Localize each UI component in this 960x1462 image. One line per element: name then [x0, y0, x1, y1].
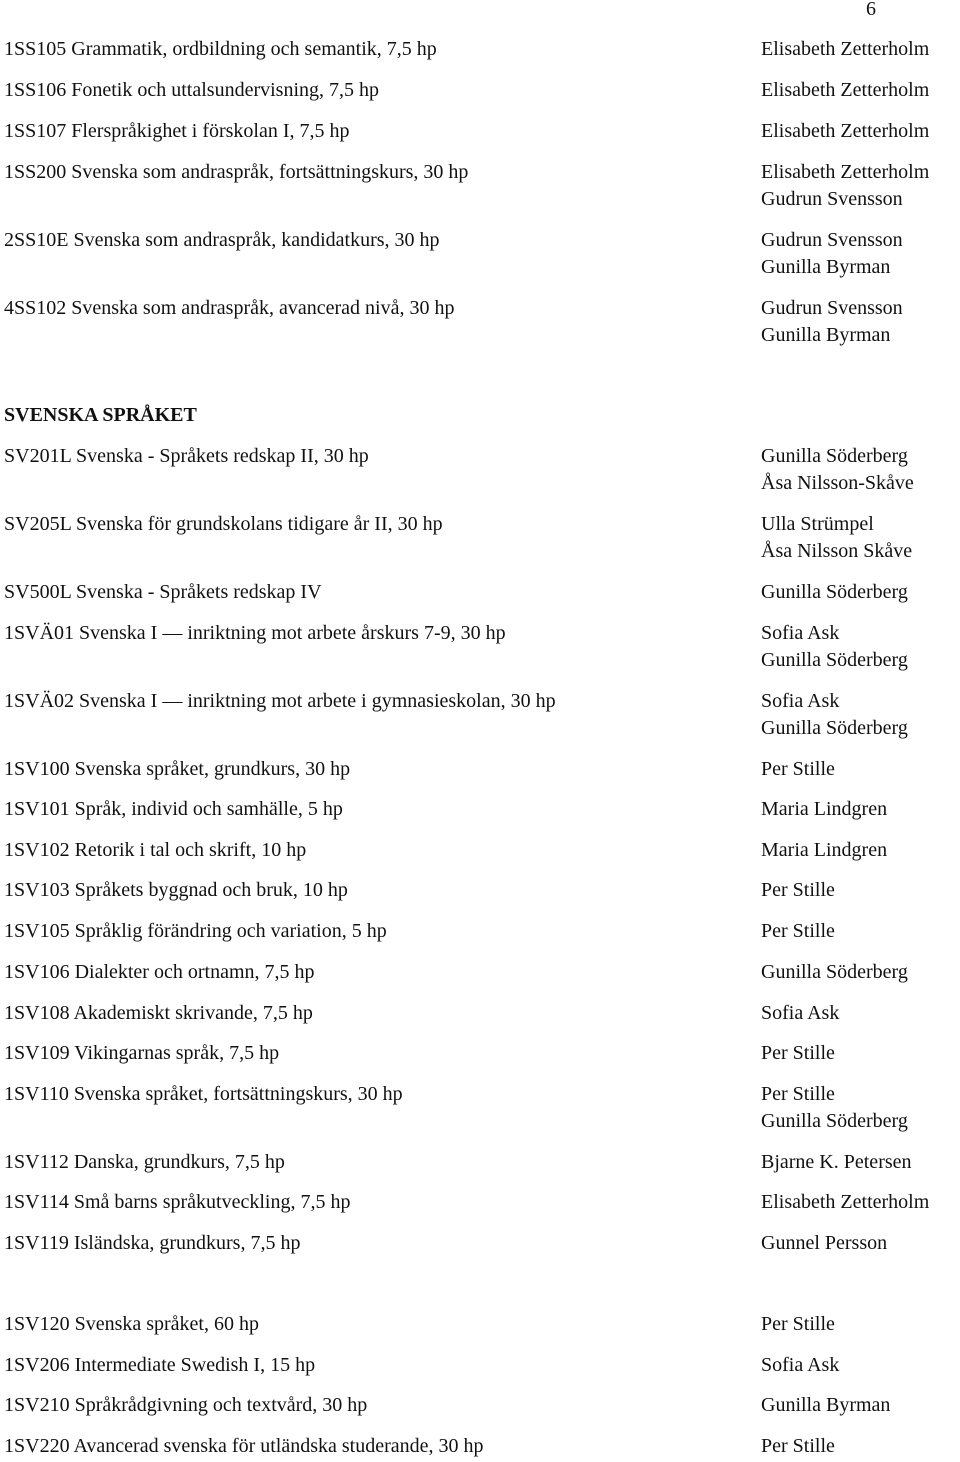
teacher-list: [761, 1352, 839, 1379]
teacher-name: Gunilla Byrman: [761, 1394, 891, 1416]
course-title: 1SV120 Svenska språket, 60 hp: [4, 1313, 259, 1335]
course-title: 1SS105 Grammatik, ordbildning och semantik, 7,5 hp: [4, 38, 437, 60]
teacher-name: Gunilla Söderberg: [761, 1110, 908, 1132]
teacher-name: Gunilla Byrman: [761, 256, 891, 278]
teacher-list: [761, 688, 908, 742]
teacher-name: Elisabeth Zetterholm: [761, 1191, 930, 1213]
course-title: 1SV109 Vikingarnas språk, 7,5 hp: [4, 1042, 280, 1064]
course-title: 1SVÄ01 Svenska I — inriktning mot arbete årskurs 7-9, 30 hp: [4, 622, 506, 644]
course-title: SV500L Svenska - Språkets redskap IV: [4, 581, 322, 603]
teacher-name: Elisabeth Zetterholm: [761, 161, 930, 183]
course-title: 1SV112 Danska, grundkurs, 7,5 hp: [4, 1151, 285, 1173]
course-title: SV201L Svenska - Språkets redskap II, 30 hp: [4, 445, 369, 467]
teacher-name: Per Stille: [761, 758, 835, 780]
teacher-name: Gudrun Svensson: [761, 188, 903, 210]
teacher-list: [761, 959, 908, 986]
teacher-list: [761, 77, 929, 104]
course-title: 1SV114 Små barns språkutveckling, 7,5 hp: [4, 1191, 351, 1213]
teacher-name: Sofia Ask: [761, 1002, 840, 1024]
teacher-name: Per Stille: [761, 920, 835, 942]
teacher-list: [761, 1311, 835, 1338]
teacher-list: [761, 511, 912, 565]
teacher-name: Gunilla Söderberg: [761, 717, 908, 739]
course-title: 1SV108 Akademiskt skrivande, 7,5 hp: [4, 1002, 313, 1024]
teacher-name: Sofia Ask: [761, 1354, 840, 1376]
teacher-list: [761, 36, 929, 63]
course-title: 1SV100 Svenska språket, grundkurs, 30 hp: [4, 758, 351, 780]
teacher-name: Gunilla Söderberg: [761, 649, 908, 671]
teacher-list: [761, 877, 835, 904]
teacher-list: [761, 1433, 835, 1460]
teacher-name: Sofia Ask: [761, 690, 840, 712]
course-title: 2SS10E Svenska som andraspråk, kandidatkurs, 30 hp: [4, 229, 440, 251]
course-title: 1SS200 Svenska som andraspråk, fortsättningskurs, 30 hp: [4, 161, 469, 183]
course-title: 1SV220 Avancerad svenska för utländska studerande, 30 hp: [4, 1435, 484, 1457]
teacher-name: Maria Lindgren: [761, 839, 888, 861]
teacher-list: [761, 837, 887, 864]
course-title: 1SV206 Intermediate Swedish I, 15 hp: [4, 1354, 316, 1376]
course-title: 1SV103 Språkets byggnad och bruk, 10 hp: [4, 879, 348, 901]
teacher-name: Gunilla Söderberg: [761, 445, 908, 467]
course-title: 1SV101 Språk, individ och samhälle, 5 hp: [4, 798, 343, 820]
teacher-name: Per Stille: [761, 879, 835, 901]
teacher-name: Gudrun Svensson: [761, 297, 903, 319]
teacher-name: Gudrun Svensson: [761, 229, 903, 251]
teacher-name: Elisabeth Zetterholm: [761, 38, 930, 60]
teacher-name: Åsa Nilsson Skåve: [761, 540, 913, 562]
teacher-list: [761, 1081, 908, 1135]
teacher-list: [761, 579, 908, 606]
course-title: 1SVÄ02 Svenska I — inriktning mot arbete i gymnasieskolan, 30 hp: [4, 690, 556, 712]
teacher-name: Gunnel Persson: [761, 1232, 888, 1254]
course-title: 1SS107 Flerspråkighet i förskolan I, 7,5 hp: [4, 120, 350, 142]
teacher-list: [761, 295, 903, 349]
course-title: 1SS106 Fonetik och uttalsundervisning, 7,5 hp: [4, 79, 379, 101]
section-heading: SVENSKA SPRÅKET: [4, 404, 197, 426]
page-number: 6: [866, 0, 876, 20]
teacher-list: [761, 118, 929, 145]
teacher-name: Gunilla Söderberg: [761, 581, 908, 603]
teacher-name: Elisabeth Zetterholm: [761, 120, 930, 142]
course-title: 1SV110 Svenska språket, fortsättningskurs, 30 hp: [4, 1083, 403, 1105]
teacher-list: [761, 1149, 912, 1176]
course-title: 1SV106 Dialekter och ortnamn, 7,5 hp: [4, 961, 315, 983]
teacher-list: [761, 1392, 890, 1419]
teacher-list: [761, 443, 914, 497]
teacher-name: Per Stille: [761, 1042, 835, 1064]
course-title: 1SV102 Retorik i tal och skrift, 10 hp: [4, 839, 307, 861]
teacher-name: Gunilla Söderberg: [761, 961, 908, 983]
teacher-name: Ulla Strümpel: [761, 513, 874, 535]
teacher-name: Elisabeth Zetterholm: [761, 79, 930, 101]
teacher-list: [761, 756, 835, 783]
teacher-name: Per Stille: [761, 1083, 835, 1105]
teacher-list: [761, 1230, 887, 1257]
teacher-list: [761, 227, 903, 281]
teacher-list: [761, 1040, 835, 1067]
teacher-list: [761, 620, 908, 674]
teacher-list: [761, 1000, 839, 1027]
course-title: 4SS102 Svenska som andraspråk, avancerad nivå, 30 hp: [4, 297, 455, 319]
course-title: 1SV105 Språklig förändring och variation, 5 hp: [4, 920, 387, 942]
teacher-name: Bjarne K. Petersen: [761, 1151, 912, 1173]
teacher-name: Maria Lindgren: [761, 798, 888, 820]
teacher-name: Sofia Ask: [761, 622, 840, 644]
course-title: 1SV210 Språkrådgivning och textvård, 30 hp: [4, 1394, 368, 1416]
teacher-name: Per Stille: [761, 1435, 835, 1457]
teacher-list: [761, 1189, 929, 1216]
teacher-list: [761, 159, 929, 213]
teacher-name: Gunilla Byrman: [761, 324, 891, 346]
teacher-list: [761, 918, 835, 945]
teacher-name: Åsa Nilsson-Skåve: [761, 472, 914, 494]
teacher-name: Per Stille: [761, 1313, 835, 1335]
course-title: 1SV119 Isländska, grundkurs, 7,5 hp: [4, 1232, 301, 1254]
course-title: SV205L Svenska för grundskolans tidigare år II, 30 hp: [4, 513, 443, 535]
teacher-list: [761, 796, 887, 823]
